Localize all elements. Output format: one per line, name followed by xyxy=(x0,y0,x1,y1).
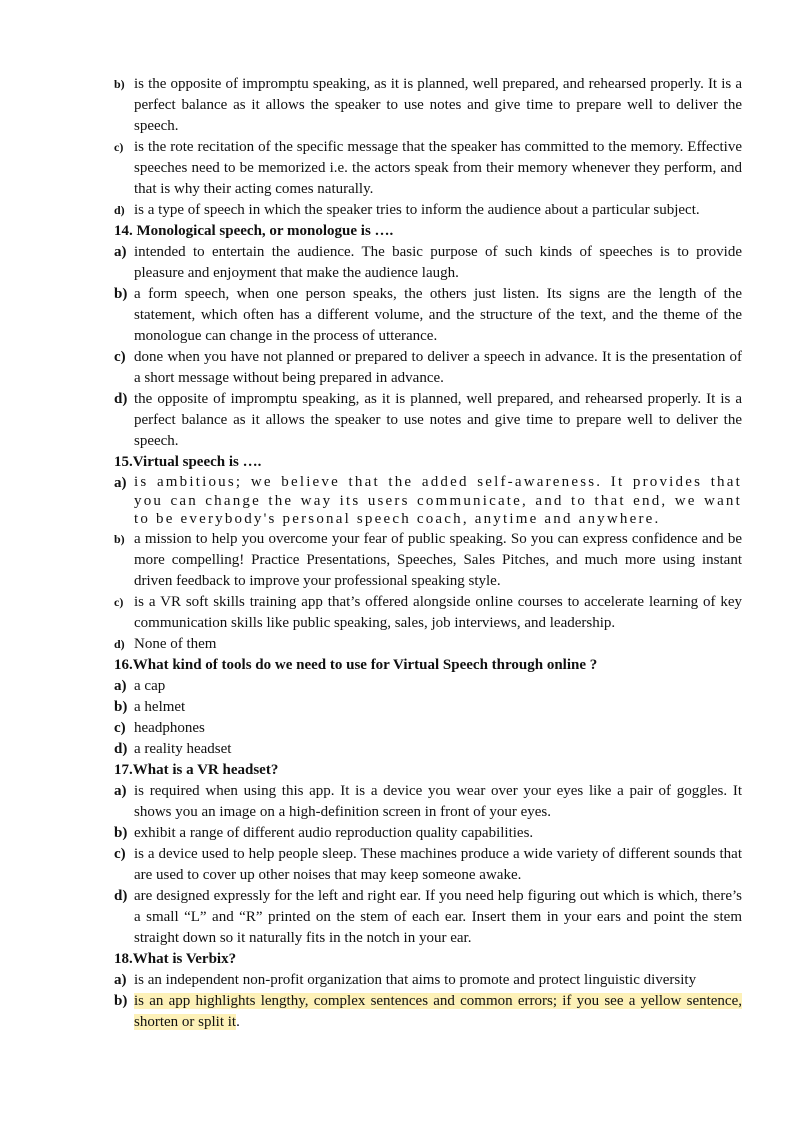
answer-option xyxy=(114,991,742,1033)
option-label: b) xyxy=(114,286,128,302)
option-label: b) xyxy=(114,992,128,1009)
option-text: a helmet xyxy=(134,698,186,715)
answer-option xyxy=(114,970,742,991)
option-text: intended to entertain the audience. The basic purpose of such kinds of speeches is to provide pleasure and enjoyment that make the audience laugh. xyxy=(134,244,742,281)
question-text: Virtual speech is …. xyxy=(132,454,262,470)
answer-option xyxy=(114,781,742,823)
option-label: c) xyxy=(114,140,124,154)
question-heading xyxy=(114,949,742,970)
answer-option xyxy=(114,718,742,739)
question-text: What is a VR headset? xyxy=(132,761,279,778)
question-list xyxy=(114,74,742,1033)
option-label: a) xyxy=(114,782,127,799)
option-label: a) xyxy=(114,244,127,260)
option-text: a cap xyxy=(134,677,166,694)
option-label: d) xyxy=(114,636,125,651)
answer-option xyxy=(114,697,742,718)
option-label: c) xyxy=(114,845,126,862)
question-text: Monological speech, or monologue is …. xyxy=(136,223,394,239)
option-label: c) xyxy=(114,719,126,736)
option-label: a) xyxy=(114,677,127,694)
answer-option xyxy=(114,74,742,137)
option-text: is the rote recitation of the specific message that the speaker has committed to the memory. Effective speeches need to be memorized i.e. the actors speak from their memory whenever they perform, and that is why their acting comes naturally. xyxy=(134,139,742,197)
answer-option xyxy=(114,823,742,844)
option-label: d) xyxy=(114,740,128,757)
answer-option xyxy=(114,389,742,452)
highlighted-option-text: is an app highlights lengthy, complex sentences and common errors; if you see a yellow sentence, shorten or split it. xyxy=(134,992,742,1030)
question-number: 18. xyxy=(114,950,133,967)
option-text: is required when using this app. It is a device you wear over your eyes like a pair of goggles. It shows you an image on a high-definition screen in front of your eyes. xyxy=(134,782,742,820)
option-text: is the opposite of impromptu speaking, as it is planned, well prepared, and rehearsed properly. It is a perfect balance as it allows the speaker to use notes and give time to prepare well to deliver the speech. xyxy=(134,76,742,134)
answer-option xyxy=(114,200,742,221)
answer-option xyxy=(114,242,742,284)
option-text: is a device used to help people sleep. These machines produce a wide variety of different sounds that are used to cover up other noises that may keep someone awake. xyxy=(134,845,742,883)
option-text: is ambitious; we believe that the added self-awareness. It provides that you can change the way its users communicate, and to that end, we want to be everybody's personal speech coach, anytime and anywhere. xyxy=(134,474,742,527)
question-heading xyxy=(114,760,742,781)
option-text: headphones xyxy=(134,719,205,736)
answer-option xyxy=(114,137,742,200)
option-label: b) xyxy=(114,698,128,715)
question-heading xyxy=(114,655,742,676)
question-text: What kind of tools do we need to use for Virtual Speech through online ? xyxy=(132,656,598,673)
option-text: are designed expressly for the left and right ear. If you need help figuring out which is which, there’s a small “L” and “R” printed on the stem of each ear. Insert them in your ears and point the stem straight down so it naturally fits in the notch in your ear. xyxy=(134,887,742,946)
option-text: is an independent non-profit organization that aims to promote and protect linguistic diversity xyxy=(134,971,697,988)
answer-option xyxy=(114,473,742,529)
answer-option xyxy=(114,592,742,634)
option-text: is a type of speech in which the speaker tries to inform the audience about a particular subject. xyxy=(134,202,700,218)
option-text: is a VR soft skills training app that’s offered alongside online courses to accelerate learning of key communication skills like public speaking, sales, job interviews, and leadership. xyxy=(134,593,742,631)
option-text: the opposite of impromptu speaking, as it is planned, well prepared, and rehearsed properly. It is a perfect balance as it allows the speaker to use notes and give time to prepare well to deliver the speech. xyxy=(134,391,742,449)
question-heading xyxy=(114,221,742,242)
answer-option xyxy=(114,844,742,886)
option-text: done when you have not planned or prepared to deliver a speech in advance. It is the presentation of a short message without being prepared in advance. xyxy=(134,349,742,386)
answer-option xyxy=(114,347,742,389)
option-label: b) xyxy=(114,77,125,91)
option-label: d) xyxy=(114,203,125,217)
question-text: What is Verbix? xyxy=(132,950,237,967)
question-number: 14. xyxy=(114,223,137,239)
option-label: a) xyxy=(114,971,127,988)
option-label: d) xyxy=(114,391,128,407)
option-text: a form speech, when one person speaks, the others just listen. Its signs are the length of the statement, which often has a different volume, and the structure of the text, and the theme of the monologue can change in the process of utterance. xyxy=(134,286,742,344)
answer-option xyxy=(114,284,742,347)
answer-option xyxy=(114,529,742,592)
option-label: a) xyxy=(114,475,127,491)
option-label: b) xyxy=(114,531,125,546)
option-text: exhibit a range of different audio reproduction quality capabilities. xyxy=(134,824,534,841)
option-label: c) xyxy=(114,594,124,609)
answer-option xyxy=(114,739,742,760)
option-label: c) xyxy=(114,349,126,365)
answer-option xyxy=(114,634,742,655)
option-text: a mission to help you overcome your fear of public speaking. So you can express confidence and be more compelling! Practice Presentations, Speeches, Sales Pitches, and much more using instant driven feedback to improve your professional speaking style. xyxy=(134,530,742,589)
answer-option xyxy=(114,676,742,697)
answer-option xyxy=(114,886,742,949)
option-text: a reality headset xyxy=(134,740,232,757)
option-label: b) xyxy=(114,824,128,841)
yellow-highlight: is an app highlights lengthy, complex sentences and common errors; if you see a yellow sentence, shorten or split it xyxy=(134,992,742,1030)
question-number: 16. xyxy=(114,656,133,673)
question-number: 17. xyxy=(114,761,133,778)
option-label: d) xyxy=(114,887,128,904)
option-text: None of them xyxy=(134,635,217,652)
question-heading xyxy=(114,452,742,473)
question-number: 15. xyxy=(114,454,133,470)
